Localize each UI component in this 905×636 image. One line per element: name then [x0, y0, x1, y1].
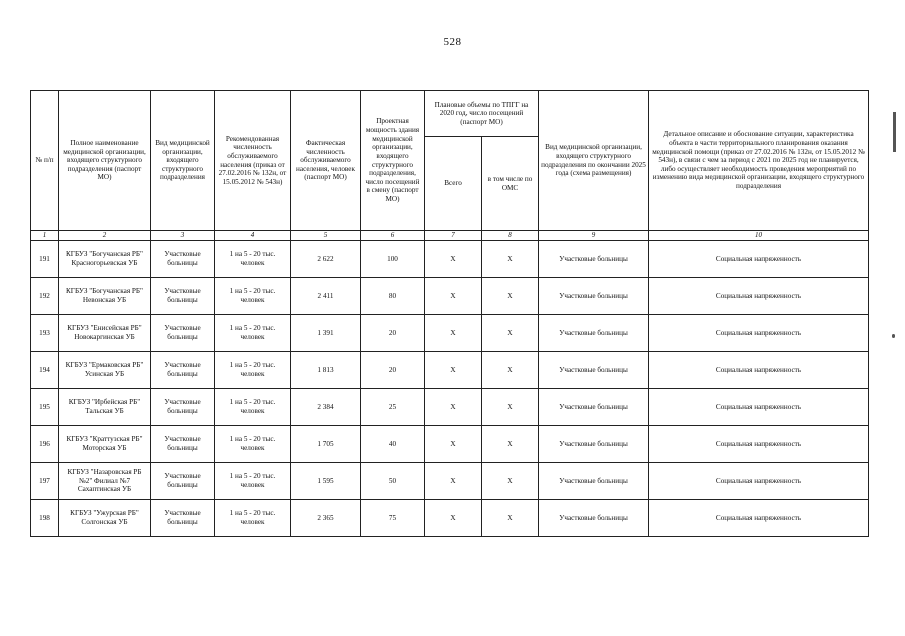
- header-total: Всего: [425, 137, 482, 231]
- row-actual: 2 365: [291, 500, 361, 537]
- row-type: Участковые больницы: [151, 426, 215, 463]
- header-org-type: Вид медицинской организации, входящего структурного подразделения: [151, 91, 215, 231]
- row-type-2025: Участковые больницы: [539, 500, 649, 537]
- table-row: [31, 389, 869, 426]
- row-name: КГБУЗ "Краттузская РБ" Моторская УБ: [59, 426, 151, 463]
- column-number: 10: [649, 231, 869, 241]
- row-total: X: [425, 352, 482, 389]
- row-recommended: 1 на 5 - 20 тыс. человек: [215, 352, 291, 389]
- row-type: Участковые больницы: [151, 389, 215, 426]
- row-description: Социальная напряженность: [649, 315, 869, 352]
- row-actual: 1 705: [291, 426, 361, 463]
- row-total: X: [425, 426, 482, 463]
- row-description: Социальная напряженность: [649, 389, 869, 426]
- row-capacity: 75: [361, 500, 425, 537]
- table-row: [31, 278, 869, 315]
- row-type: Участковые больницы: [151, 463, 215, 500]
- row-total: X: [425, 315, 482, 352]
- row-num: 197: [31, 463, 59, 500]
- row-description: Социальная напряженность: [649, 500, 869, 537]
- row-type: Участковые больницы: [151, 315, 215, 352]
- row-name: КГБУЗ "Ермаковская РБ" Усинская УБ: [59, 352, 151, 389]
- table-row: [31, 500, 869, 537]
- row-actual: 2 384: [291, 389, 361, 426]
- row-capacity: 20: [361, 315, 425, 352]
- row-type-2025: Участковые больницы: [539, 315, 649, 352]
- header-oms: в том числе по ОМС: [482, 137, 539, 231]
- row-num: 191: [31, 241, 59, 278]
- table-row: [31, 463, 869, 500]
- table-row: [31, 241, 869, 278]
- row-recommended: 1 на 5 - 20 тыс. человек: [215, 278, 291, 315]
- row-oms: X: [482, 500, 539, 537]
- table-row: [31, 315, 869, 352]
- row-oms: X: [482, 426, 539, 463]
- row-num: 195: [31, 389, 59, 426]
- row-description: Социальная напряженность: [649, 426, 869, 463]
- row-type-2025: Участковые больницы: [539, 463, 649, 500]
- row-type-2025: Участковые больницы: [539, 389, 649, 426]
- row-oms: X: [482, 352, 539, 389]
- header-num: № п/п: [31, 91, 59, 231]
- row-num: 193: [31, 315, 59, 352]
- column-number: 7: [425, 231, 482, 241]
- column-number: 4: [215, 231, 291, 241]
- row-oms: X: [482, 463, 539, 500]
- row-description: Социальная напряженность: [649, 278, 869, 315]
- row-num: 196: [31, 426, 59, 463]
- header-full-name: Полное наименование медицинской организации, входящего структурного подразделения (паспорт МО): [59, 91, 151, 231]
- row-type: Участковые больницы: [151, 500, 215, 537]
- row-oms: X: [482, 278, 539, 315]
- page-number: 528: [443, 36, 462, 48]
- scan-edge-dot: [892, 334, 895, 338]
- row-name: КГБУЗ "Назаровская РБ №2" Филиал №7 Сахаптинская УБ: [59, 463, 151, 500]
- row-type: Участковые больницы: [151, 278, 215, 315]
- row-recommended: 1 на 5 - 20 тыс. человек: [215, 389, 291, 426]
- column-number: 3: [151, 231, 215, 241]
- row-actual: 1 391: [291, 315, 361, 352]
- scan-edge-mark: [893, 112, 896, 152]
- row-oms: X: [482, 315, 539, 352]
- row-capacity: 25: [361, 389, 425, 426]
- row-num: 192: [31, 278, 59, 315]
- column-number: 1: [31, 231, 59, 241]
- row-capacity: 80: [361, 278, 425, 315]
- row-type-2025: Участковые больницы: [539, 426, 649, 463]
- row-type: Участковые больницы: [151, 352, 215, 389]
- row-type-2025: Участковые больницы: [539, 278, 649, 315]
- column-number: 6: [361, 231, 425, 241]
- row-type-2025: Участковые больницы: [539, 241, 649, 278]
- row-total: X: [425, 389, 482, 426]
- table-row: [31, 426, 869, 463]
- row-type: Участковые больницы: [151, 241, 215, 278]
- row-recommended: 1 на 5 - 20 тыс. человек: [215, 241, 291, 278]
- row-name: КГБУЗ "Енисейская РБ" Новокаргинская УБ: [59, 315, 151, 352]
- column-number: 9: [539, 231, 649, 241]
- row-oms: X: [482, 389, 539, 426]
- header-planned-volumes: Плановые объемы по ТПГГ на 2020 год, число посещений (паспорт МО): [425, 91, 539, 137]
- header-recommended-population: Рекомендованная численность обслуживаемого населения (приказ от 27.02.2016 № 132н, от 15.05.2012 № 543н): [215, 91, 291, 231]
- row-actual: 1 813: [291, 352, 361, 389]
- row-oms: X: [482, 241, 539, 278]
- column-number: 5: [291, 231, 361, 241]
- row-capacity: 50: [361, 463, 425, 500]
- row-total: X: [425, 278, 482, 315]
- row-description: Социальная напряженность: [649, 241, 869, 278]
- row-recommended: 1 на 5 - 20 тыс. человек: [215, 426, 291, 463]
- header-org-type-2025: Вид медицинской организации, входящего структурного подразделения по окончании 2025 года (схема размещения): [539, 91, 649, 231]
- row-total: X: [425, 241, 482, 278]
- row-actual: 1 595: [291, 463, 361, 500]
- row-recommended: 1 на 5 - 20 тыс. человек: [215, 315, 291, 352]
- header-description: Детальное описание и обоснование ситуации, характеристика объекта в части территориального планирования оказания медицинской помощи (приказ от 27.02.2016 № 132н, от 15.05.2012 № 543н), в связи с чем за период с 2021 по 2025 год не планируется, либо осуществляет необходимость проведения мероприятий по изменению вида медицинской организации, входящего структурного подразделения: [649, 91, 869, 231]
- column-number: 8: [482, 231, 539, 241]
- row-type-2025: Участковые больницы: [539, 352, 649, 389]
- row-description: Социальная напряженность: [649, 463, 869, 500]
- row-description: Социальная напряженность: [649, 352, 869, 389]
- row-capacity: 40: [361, 426, 425, 463]
- row-num: 198: [31, 500, 59, 537]
- table-row: [31, 352, 869, 389]
- row-capacity: 100: [361, 241, 425, 278]
- row-num: 194: [31, 352, 59, 389]
- row-total: X: [425, 463, 482, 500]
- row-name: КГБУЗ "Ирбейская РБ" Тальская УБ: [59, 389, 151, 426]
- header-actual-population: Фактическая численность обслуживаемого населения, человек (паспорт МО): [291, 91, 361, 231]
- row-actual: 2 622: [291, 241, 361, 278]
- row-name: КГБУЗ "Богучанская РБ" Невонская УБ: [59, 278, 151, 315]
- row-recommended: 1 на 5 - 20 тыс. человек: [215, 463, 291, 500]
- column-number: 2: [59, 231, 151, 241]
- header-design-capacity: Проектная мощность здания медицинской организации, входящего структурного подразделения, число посещений в смену (паспорт МО): [361, 91, 425, 231]
- row-name: КГБУЗ "Богучанская РБ" Красногорьевская УБ: [59, 241, 151, 278]
- row-actual: 2 411: [291, 278, 361, 315]
- row-recommended: 1 на 5 - 20 тыс. человек: [215, 500, 291, 537]
- row-total: X: [425, 500, 482, 537]
- row-name: КГБУЗ "Ужурская РБ" Солгонская УБ: [59, 500, 151, 537]
- row-capacity: 20: [361, 352, 425, 389]
- facilities-table: [30, 90, 869, 537]
